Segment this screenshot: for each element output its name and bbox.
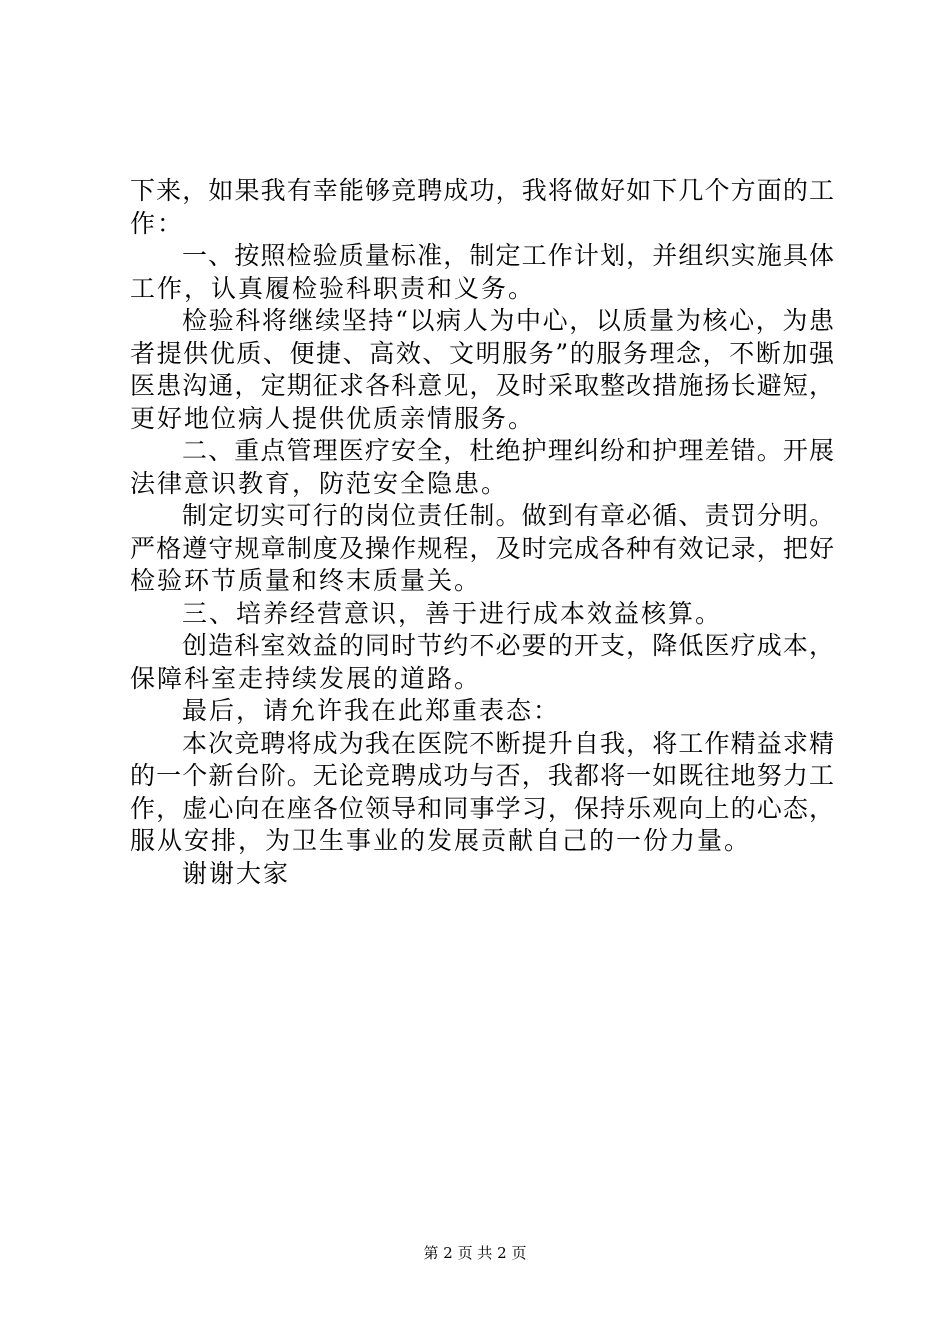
text-line: 更好地位病人提供优质亲情服务。 bbox=[130, 403, 536, 433]
text-line: 保障科室走持续发展的道路。 bbox=[130, 663, 482, 693]
page-footer: 第 2 页 共 2 页 bbox=[423, 1244, 527, 1262]
text-line: 法律意识教育，防范安全隐患。 bbox=[130, 468, 509, 498]
text-line: 作，虚心向在座各位领导和同事学习，保持乐观向上的心态， bbox=[130, 793, 834, 823]
text-line: 最后，请允许我在此郑重表态： bbox=[182, 696, 561, 725]
text-line: 工作，认真履检验科职责和义务。 bbox=[130, 273, 536, 303]
text-line: 本次竞聘将成为我在医院不断提升自我，将工作精益求精 bbox=[182, 728, 834, 758]
text-line: 一、按照检验质量标准，制定工作计划，并组织实施具体 bbox=[182, 241, 834, 270]
text-line: 二、重点管理医疗安全，杜绝护理纠纷和护理差错。开展 bbox=[182, 436, 834, 465]
text-line: 作： bbox=[130, 208, 185, 238]
text-line: 谢谢大家 bbox=[182, 858, 291, 888]
text-line: 者提供优质、便捷、高效、文明服务”的服务理念，不断加强 bbox=[130, 338, 834, 368]
text-line: 严格遵守规章制度及操作规程，及时完成各种有效记录，把好 bbox=[130, 533, 834, 563]
text-line: 创造科室效益的同时节约不必要的开支，降低医疗成本， bbox=[182, 631, 834, 660]
body-text bbox=[130, 175, 834, 890]
text-line: 三、培养经营意识，善于进行成本效益核算。 bbox=[182, 598, 723, 628]
text-line: 检验环节质量和终末质量关。 bbox=[130, 566, 482, 595]
text-line: 医患沟通，定期征求各科意见，及时采取整改措施扬长避短， bbox=[130, 371, 834, 400]
text-line: 制定切实可行的岗位责任制。做到有章必循、责罚分明。 bbox=[182, 501, 834, 530]
text-line: 检验科将继续坚持“以病人为中心，以质量为核心，为患 bbox=[182, 306, 834, 335]
text-line: 服从安排，为卫生事业的发展贡献自己的一份力量。 bbox=[130, 826, 752, 855]
text-line: 下来，如果我有幸能够竞聘成功，我将做好如下几个方面的工 bbox=[130, 176, 834, 205]
text-line: 的一个新台阶。无论竞聘成功与否，我都将一如既往地努力工 bbox=[130, 761, 834, 790]
